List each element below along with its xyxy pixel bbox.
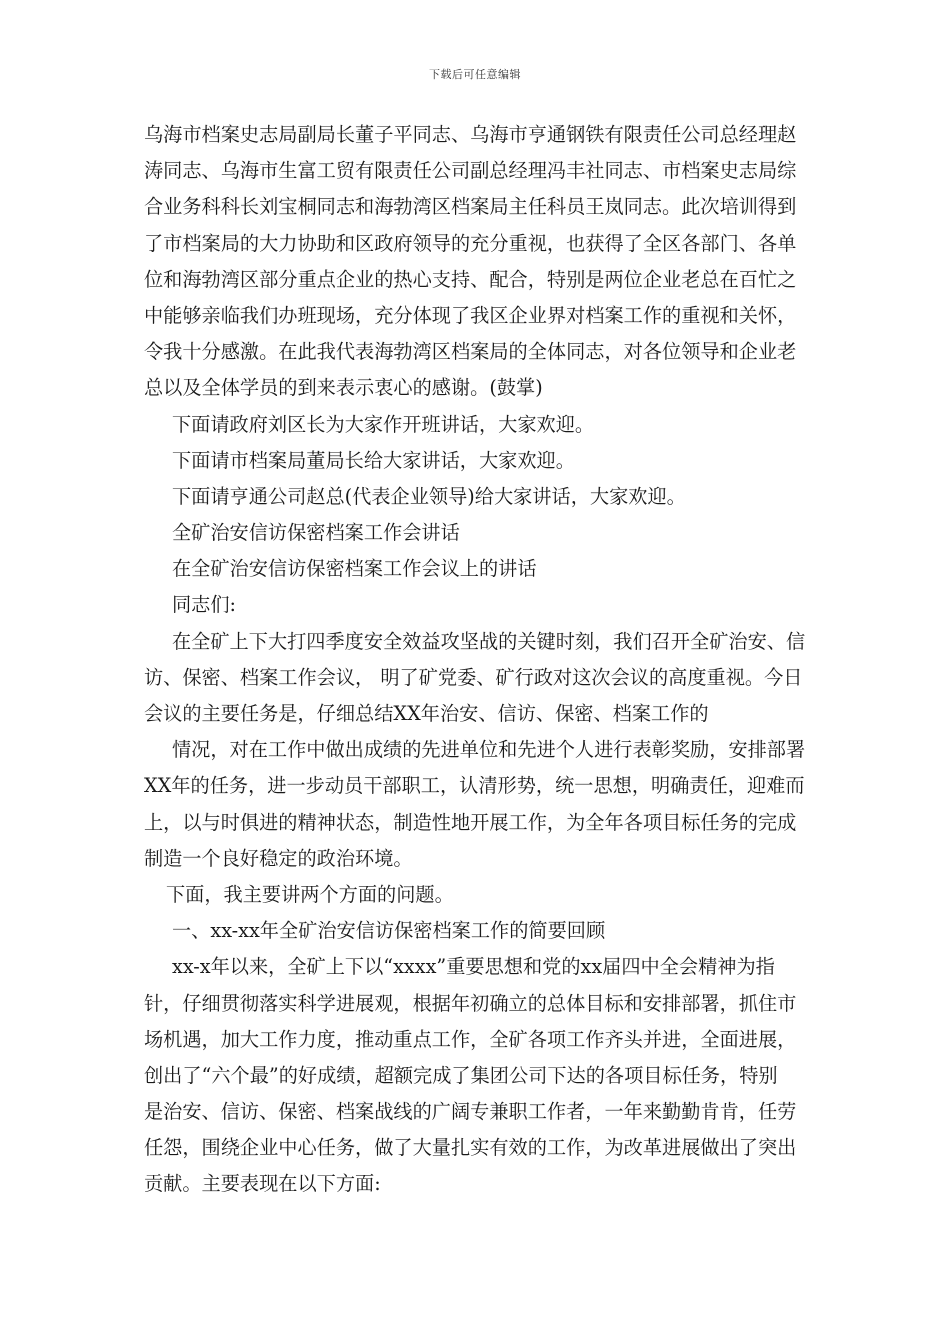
text-line: 中能够亲临我们办班现场，充分体现了我区企业界对档案工作的重视和关怀， [144, 303, 797, 327]
text-line: 创出了“六个最”的好成绩，超额完成了集团公司下达的各项目标任务，特别 [144, 1063, 778, 1087]
text-line: 总以及全体学员的到来表示衷心的感谢。(鼓掌) [144, 376, 543, 400]
text-line: 会议的主要任务是，仔细总结XX年治安、信访、保密、档案工作的 [144, 702, 709, 725]
text-line: 在全矿治安信访保密档案工作会议上的讲话 [172, 557, 537, 581]
text-line: 下面请亨通公司赵总(代表企业领导)给大家讲话，大家欢迎。 [172, 484, 686, 508]
text-line: 针，仔细贯彻落实科学进展观，根据年初确立的总体目标和安排部署，抓住市 [144, 991, 797, 1015]
text-line: 是治安、信访、保密、档案战线的广阔专兼职工作者，一年来勤勤肯肯，任劳 [144, 1100, 797, 1124]
text-line: 制造一个良好稳定的政治环境。 [144, 846, 413, 870]
text-line: 涛同志、乌海市生富工贸有限责任公司副总经理冯丰社同志、市档案史志局综 [144, 159, 797, 183]
text-line: 访、保密、档案工作会议， 明了矿党委、矿行政对这次会议的高度重视。今日 [144, 665, 803, 689]
text-line: 合业务科科长刘宝桐同志和海勃湾区档案局主任科员王岚同志。此次培训得到 [144, 195, 797, 219]
text-line: 场机遇，加大工作力度，推动重点工作，全矿各项工作齐头并进，全面进展， [144, 1027, 797, 1051]
text-line: 了市档案局的大力协助和区政府领导的充分重视，也获得了全区各部门、各单 [144, 231, 797, 255]
text-line: 下面请政府刘区长为大家作开班讲话，大家欢迎。 [172, 412, 595, 436]
text-line: xx-x年以来，全矿上下以“xxxx”重要思想和党的xx届四中全会精神为指 [172, 955, 775, 979]
text-line: XX年的任务，进一步动员干部职工，认清形势，统一思想，明确责任，迎难而 [144, 774, 805, 798]
text-line: 下面请市档案局董局长给大家讲话，大家欢迎。 [172, 448, 575, 472]
text-line: 令我十分感激。在此我代表海勃湾区档案局的全体同志，对各位领导和企业老 [144, 340, 797, 364]
text-line: 上，以与时俱进的精神状态，制造性地开展工作，为全年各项目标任务的完成 [144, 810, 797, 834]
document-body [144, 117, 808, 1203]
text-line: 位和海勃湾区部分重点企业的热心支持、配合，特别是两位企业老总在百忙之 [144, 267, 797, 291]
text-line: 任怨，围绕企业中心任务，做了大量扎实有效的工作，为改革进展做出了突出 [144, 1136, 797, 1160]
text-line: 下面，我主要讲两个方面的问题。 [166, 882, 454, 906]
page-header: 下载后可任意编辑 [429, 68, 521, 81]
text-line: 全矿治安信访保密档案工作会讲话 [172, 521, 460, 545]
text-line: 一、xx-xx年全矿治安信访保密档案工作的简要回顾 [172, 919, 606, 943]
text-line: 同志们: [172, 593, 237, 617]
text-line: 乌海市档案史志局副局长董子平同志、乌海市亨通钢铁有限责任公司总经理赵 [144, 123, 797, 146]
text-line: 在全矿上下大打四季度安全效益攻坚战的关键时刻，我们召开全矿治安、信 [172, 629, 806, 653]
text-line: 贡献。主要表现在以下方面: [144, 1172, 381, 1196]
text-line: 情况，对在工作中做出成绩的先进单位和先进个人进行表彰奖励，安排部署 [172, 738, 806, 762]
